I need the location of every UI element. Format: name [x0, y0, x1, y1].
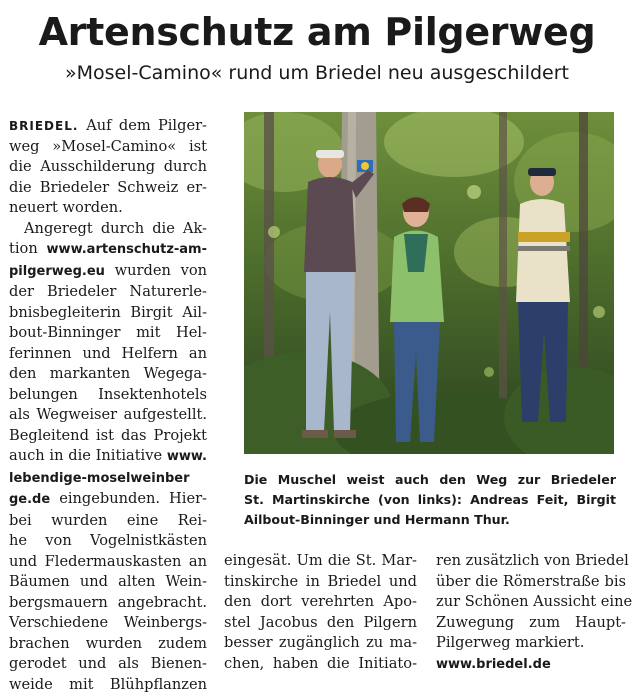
article-line [9, 572, 207, 593]
article-text: als Wegweiser aufgestellt. [9, 406, 207, 423]
article-text: bnisbegleiterin Birgit Ail- [9, 304, 207, 321]
article-text: brachen wurden zudem [9, 635, 207, 652]
article-line [9, 468, 207, 490]
article-text: bergsmauern angebracht. [9, 594, 207, 611]
article-text: Angeregt durch die Ak- [24, 220, 207, 237]
article-text: Bäumen und alten Wein- [9, 573, 207, 590]
caption-line: Die Muschel weist auch den Weg zur Briedeler [244, 470, 616, 490]
web-address: www. [167, 449, 207, 464]
article-text: chen, haben die Initiato- [224, 655, 417, 672]
article-text: eingesät. Um die St. Mar- [224, 552, 417, 569]
article-line [224, 613, 417, 634]
web-address: www.artenschutz-am- [47, 242, 207, 257]
web-address: lebendige-moselweinber [9, 471, 190, 486]
article-line [9, 219, 207, 240]
subheadline: »Mosel-Camino« rund um Briedel neu ausgeschildert [0, 60, 634, 86]
article-line [9, 261, 207, 283]
article-line [9, 405, 207, 426]
article-line [9, 613, 207, 634]
article-line [9, 489, 207, 511]
article-line [436, 572, 626, 593]
article-line [9, 303, 207, 324]
article-line [9, 511, 207, 532]
article-column-1 [9, 116, 207, 695]
article-line [224, 592, 417, 613]
caption-line: St. Martinskirche (von links): Andreas Feit, Birgit [244, 490, 616, 510]
article-text: neuert worden. [9, 199, 123, 216]
article-line [9, 446, 207, 468]
article-text: weg »Mosel-Camino« ist [9, 138, 207, 155]
article-line [436, 613, 626, 634]
article-text: eingebunden. Hier- [50, 490, 207, 507]
article-text: den dort verehrten Apo- [224, 593, 417, 610]
article-text: tion [9, 240, 47, 257]
article-text: wurden von [105, 262, 207, 279]
article-line [9, 634, 207, 655]
article-line [436, 654, 626, 676]
article-line [9, 178, 207, 199]
web-address: pilgerweg.eu [9, 264, 105, 279]
article-text: Begleitend ist das Projekt [9, 427, 207, 444]
article-text: gerodet und als Bienen- [9, 655, 207, 672]
article-text: zur Schönen Aussicht eine [436, 593, 632, 610]
article-line [436, 633, 626, 654]
article-line [9, 198, 207, 219]
article-line [9, 239, 207, 261]
article-line [436, 551, 626, 572]
article-line [9, 531, 207, 552]
article-line [9, 157, 207, 178]
article-text: den markanten Wegega- [9, 365, 207, 382]
article-text: weide mit Blühpflanzen [9, 676, 207, 693]
article-photo [244, 112, 614, 454]
article-column-3 [436, 551, 626, 675]
article-line [9, 364, 207, 385]
article-line [9, 593, 207, 614]
web-address: www.briedel.de [436, 657, 551, 672]
article-line [9, 137, 207, 158]
article-text: bei wurden eine Rei- [9, 512, 207, 529]
article-text: Auf dem Pilger- [86, 117, 207, 134]
article-line [9, 282, 207, 303]
article-line [224, 551, 417, 572]
headline: Artenschutz am Pilgerweg [0, 6, 634, 58]
article-line [224, 572, 417, 593]
article-text: die Briedeler Schweiz er- [9, 179, 207, 196]
article-text: he von Vogelnistkästen [9, 532, 207, 549]
article-line [9, 116, 207, 137]
caption-line: Ailbout-Binninger und Hermann Thur. [244, 510, 616, 530]
article-text: tinskirche in Briedel und [224, 573, 417, 590]
web-address: ge.de [9, 492, 50, 507]
article-text: ferinnen und Helfern an [9, 345, 207, 362]
article-text: Zuwegung zum Haupt- [436, 614, 626, 631]
article-text: Pilgerweg markiert. [436, 634, 584, 651]
article-text: über die Römerstraße bis [436, 573, 626, 590]
article-text: der Briedeler Naturerle- [9, 283, 207, 300]
photo-caption [244, 470, 616, 530]
article-text: stel Jacobus den Pilgern [224, 614, 417, 631]
article-text: die Ausschilderung durch [9, 158, 207, 175]
article-text: belungen Insektenhotels [9, 386, 207, 403]
article-line [9, 654, 207, 675]
article-text: und Fledermauskasten an [9, 553, 207, 570]
article-text: bout-Binninger mit Hel- [9, 324, 207, 341]
article-line [224, 654, 417, 675]
article-text: auch in die Initiative [9, 447, 167, 464]
article-text: besser zugänglich zu ma- [224, 634, 417, 651]
article-text: ren zusätzlich von Briedel [436, 552, 629, 569]
article-line [9, 385, 207, 406]
forest-photo-illustration [244, 112, 614, 454]
article-line [224, 633, 417, 654]
article-column-2 [224, 551, 417, 674]
dateline: BRIEDEL. [9, 119, 86, 133]
article-line [9, 552, 207, 573]
article-line [9, 344, 207, 365]
article-text: Verschiedene Weinbergs- [9, 614, 207, 631]
article-line [9, 426, 207, 447]
article-line [436, 592, 626, 613]
article-line [9, 323, 207, 344]
